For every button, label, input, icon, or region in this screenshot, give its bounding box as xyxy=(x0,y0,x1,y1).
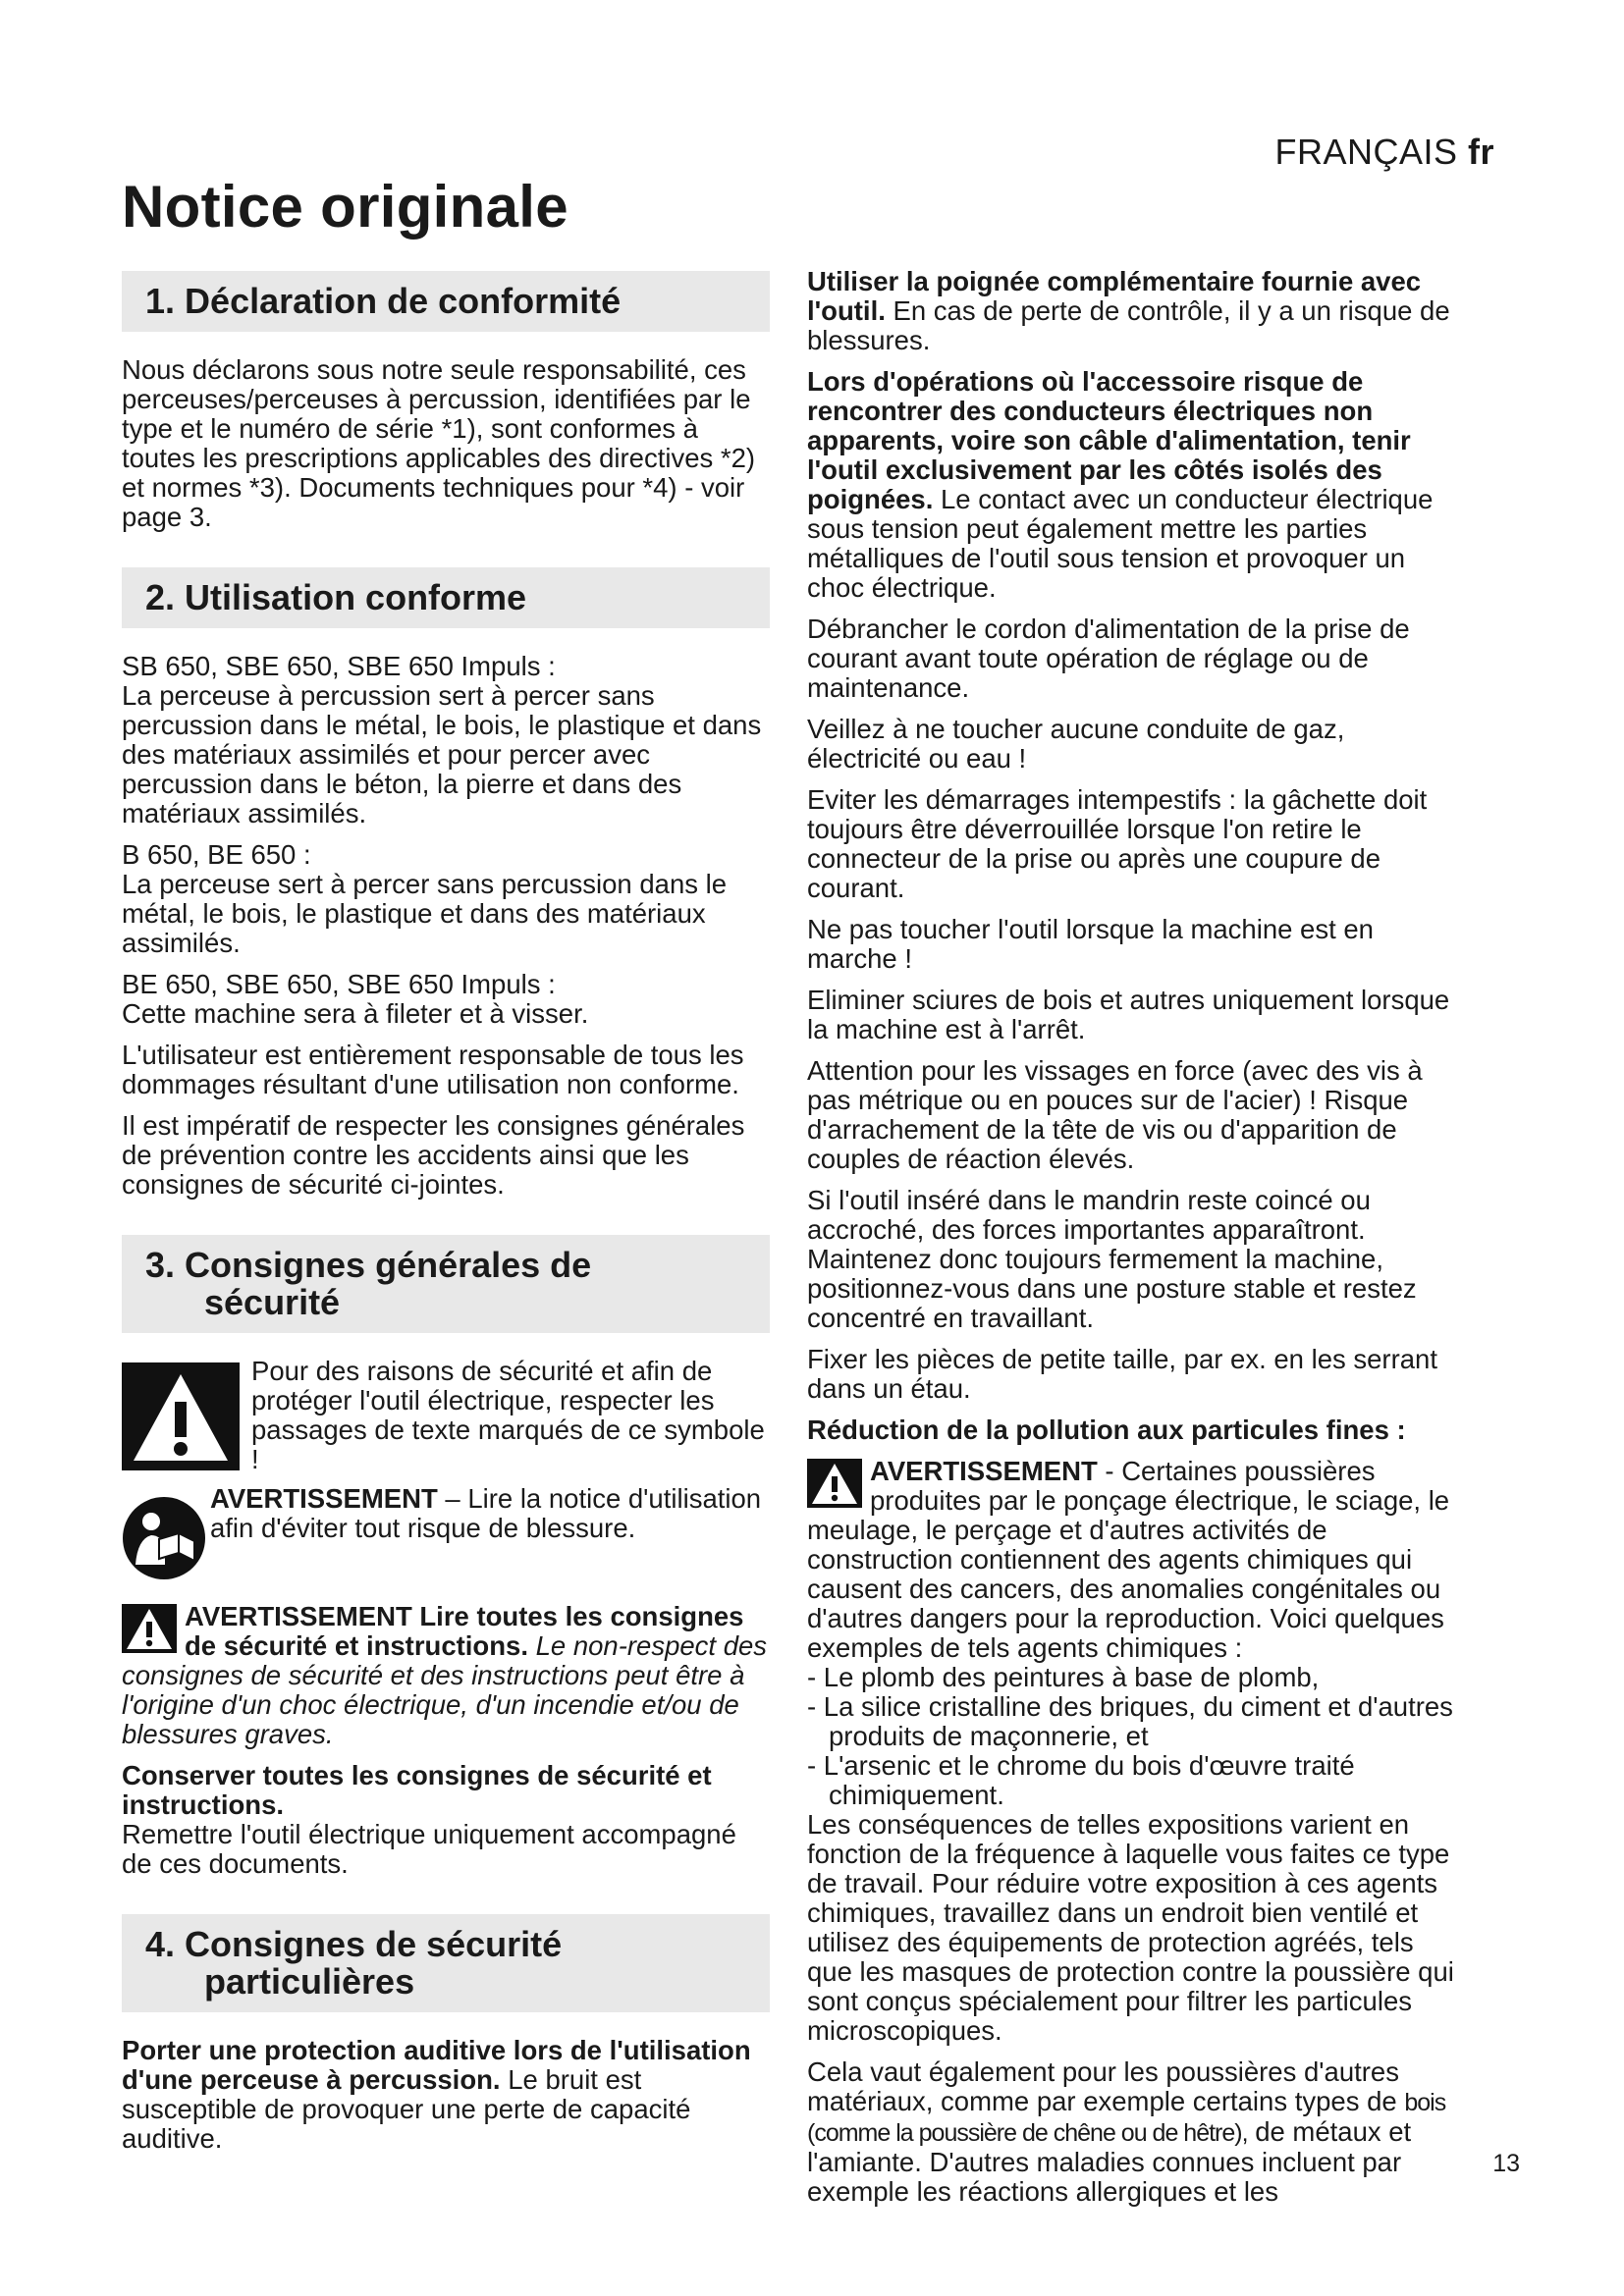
read-manual-warning xyxy=(122,1484,770,1580)
keep-heading: Conserver toutes les consignes de sécurité et instructions. xyxy=(122,1760,712,1820)
handle-instruction xyxy=(807,267,1460,355)
paragraph-text: Cela vaut également pour les poussières d'autres matériaux, comme par exemple certains types de xyxy=(807,2056,1405,2116)
paragraph-text: de métaux et l'amiante. D'autres maladies connues incluent par exemple les réactions allergiques et les xyxy=(807,2116,1412,2207)
list-item: - La silice cristalline des briques, du ciment et d'autres produits de maçonnerie, et xyxy=(807,1691,1453,1751)
dust-other-materials xyxy=(807,2057,1460,2207)
paragraph-text: bois (comme la poussière de chêne ou de hêtre), xyxy=(807,2089,1446,2147)
hearing-text: Le bruit est susceptible de provoquer une perte de capacité auditive. xyxy=(122,2064,691,2154)
chemical-list xyxy=(807,1663,1460,1810)
use-paragraph-4: L'utilisateur est entièrement responsable de tous les dommages résultant d'une utilisation non conforme. xyxy=(122,1040,744,1099)
use-text: La perceuse sert à percer sans percussion dans le métal, le bois, le plastique et dans des matériaux assimilés. xyxy=(122,869,728,958)
section-1-heading xyxy=(122,271,770,332)
read-warning-text xyxy=(210,1484,770,1543)
dust-consequences: Les conséquences de telles expositions varient en fonction de la fréquence à laquelle vous faites ce type de travail. Pour réduire votre exposition à ces agents chimiques, travaillez dans un endroit bien ventilé et utilisez des équipements de protection agréés, tels que les masques de protection contre la poussière qui sont conçus spécialement pour filtrer les particules microscopiques. xyxy=(807,1809,1454,2046)
hidden-wiring-instruction xyxy=(807,367,1460,603)
section-number: 3. xyxy=(145,1245,176,1285)
page-number: 13 xyxy=(1492,2150,1520,2177)
section-title: Utilisation conforme xyxy=(185,577,527,617)
symbol-text: Pour des raisons de sécurité et afin de protéger l'outil électrique, respecter les passages de texte marqués de ce symbole ! xyxy=(251,1356,765,1474)
section-title: Déclaration de conformité xyxy=(185,281,622,321)
section-title-cont: particulières xyxy=(204,1961,415,2002)
use-paragraph-3 xyxy=(122,970,770,1029)
instruction-heading: Utiliser la poignée complémentaire fournie avec l'outil. xyxy=(807,266,1422,326)
clamp-instruction: Fixer les pièces de petite taille, par ex. en les serrant dans un étau. xyxy=(807,1344,1437,1404)
warning-triangle-icon xyxy=(122,1362,240,1470)
warning-consequence: Le non-respect des consignes de sécurité et des instructions peut être à l'origine d'un choc électrique, d'un incendie et/ou de blessures graves. xyxy=(122,1630,768,1749)
page-title: Notice originale xyxy=(122,174,568,240)
use-paragraph-1 xyxy=(122,652,770,828)
hearing-heading: Porter une protection auditive lors de l'utilisation d'une perceuse à percussion. xyxy=(122,2035,751,2095)
warning-label: AVERTISSEMENT xyxy=(210,1483,438,1514)
language-code: fr xyxy=(1468,132,1494,172)
section-number: 2. xyxy=(145,577,176,617)
warning-body: – Lire la notice d'utilisation afin d'éviter tout risque de blessure. xyxy=(210,1483,762,1543)
section-2-heading xyxy=(122,567,770,628)
section-title: Consignes générales de xyxy=(185,1245,592,1285)
jammed-tool-instruction: Si l'outil inséré dans le mandrin reste coincé ou accroché, des forces importantes apparaîtront. Maintenez donc toujours fermement la machine, positionnez-vous dans une posture stable et restez concentré en travaillant. xyxy=(807,1185,1417,1333)
model-list: B 650, BE 650 : xyxy=(122,839,311,870)
dust-warning xyxy=(807,1457,1460,1663)
language-label: FRANÇAIS xyxy=(1274,132,1458,172)
instruction-heading: Lors d'opérations où l'accessoire risque de rencontrer des conducteurs électriques non apparents, voire son câble d'alimentation, tenir l'outil exclusivement par les côtés isolés des poignées. xyxy=(807,366,1411,514)
warning-triangle-small-icon xyxy=(122,1604,177,1653)
no-touch-instruction: Ne pas toucher l'outil lorsque la machine est en marche ! xyxy=(807,914,1374,974)
model-list: SB 650, SBE 650, SBE 650 Impuls : xyxy=(122,651,556,681)
keep-instructions xyxy=(122,1761,770,1879)
section-title-cont: sécurité xyxy=(204,1282,341,1322)
chips-instruction: Eliminer sciures de bois et autres uniquement lorsque la machine est à l'arrêt. xyxy=(807,985,1450,1044)
utilities-instruction: Veillez à ne toucher aucune conduite de gaz, électricité ou eau ! xyxy=(807,714,1345,774)
unplug-instruction: Débrancher le cordon d'alimentation de la prise de courant avant toute opération de réglage ou de maintenance. xyxy=(807,614,1410,703)
section-title: Consignes de sécurité xyxy=(185,1924,563,1964)
use-paragraph-5: Il est impératif de respecter les consignes générales de prévention contre les accidents ainsi que les consignes de sécurité ci-jointes. xyxy=(122,1110,745,1200)
hearing-protection xyxy=(122,2036,770,2154)
instruction-text: En cas de perte de contrôle, il y a un risque de blessures. xyxy=(807,295,1450,355)
use-text: Cette machine sera à fileter et à visser. xyxy=(122,998,589,1029)
list-item: - L'arsenic et le chrome du bois d'œuvre traité chimiquement. xyxy=(807,1750,1355,1810)
screwing-instruction: Attention pour les vissages en force (avec des vis à pas métrique ou en pouces sur de l'acier) ! Risque d'arrachement de la tête de vis ou d'apparition de couples de réaction élevés. xyxy=(807,1055,1423,1174)
declaration-text: Nous déclarons sous notre seule responsabilité, ces perceuses/perceuses à percussion, identifiées par le type et le numéro de série *1), sont conformes à toutes les prescriptions applicables des directives *2) et normes *3). Documents techniques pour *4) - voir page 3. xyxy=(122,354,756,532)
general-warning xyxy=(122,1602,770,1749)
instruction-text: Le contact avec un conducteur électrique sous tension peut également mettre les parties métalliques de l'outil sous tension et provoquer un choc électrique. xyxy=(807,484,1434,603)
section-number: 1. xyxy=(145,281,176,321)
warning-label: AVERTISSEMENT xyxy=(870,1456,1098,1486)
symbol-explanation xyxy=(122,1357,770,1474)
use-text: La perceuse à percussion sert à percer sans percussion dans le métal, le bois, le plastique et dans des matériaux assimilés et pour percer avec percussion dans le béton, la pierre et dans des matériaux assimilés. xyxy=(122,680,762,828)
use-paragraph-2 xyxy=(122,840,770,958)
section-3-heading xyxy=(122,1235,770,1333)
warning-body: - Certaines poussières produites par le ponçage électrique, le sciage, le meulage, le perçage et d'autres activités de construction contiennent des agents chimiques qui causent des cancers, des anomalies congénitales ou d'autres dangers pour la reproduction. Voici quelques exemples de tels agents chimiques : xyxy=(807,1456,1450,1663)
warning-heading: AVERTISSEMENT Lire toutes les consignes de sécurité et instructions. xyxy=(185,1601,744,1661)
left-column xyxy=(122,271,770,2165)
language-indicator xyxy=(1274,132,1494,173)
section-4-heading xyxy=(122,1914,770,2012)
keep-text: Remettre l'outil électrique uniquement accompagné de ces documents. xyxy=(122,1819,736,1879)
list-item: - Le plomb des peintures à base de plomb, xyxy=(807,1662,1320,1692)
unintended-start-instruction: Eviter les démarrages intempestifs : la gâchette doit toujours être déverrouillée lorsque l'on retire le connecteur de la prise ou après une coupure de courant. xyxy=(807,784,1428,903)
warning-triangle-small-icon xyxy=(807,1459,862,1508)
right-column xyxy=(807,267,1460,2218)
model-list: BE 650, SBE 650, SBE 650 Impuls : xyxy=(122,969,556,999)
read-manual-icon xyxy=(122,1496,206,1580)
dust-heading: Réduction de la pollution aux particules fines : xyxy=(807,1415,1406,1445)
section-number: 4. xyxy=(145,1924,176,1964)
